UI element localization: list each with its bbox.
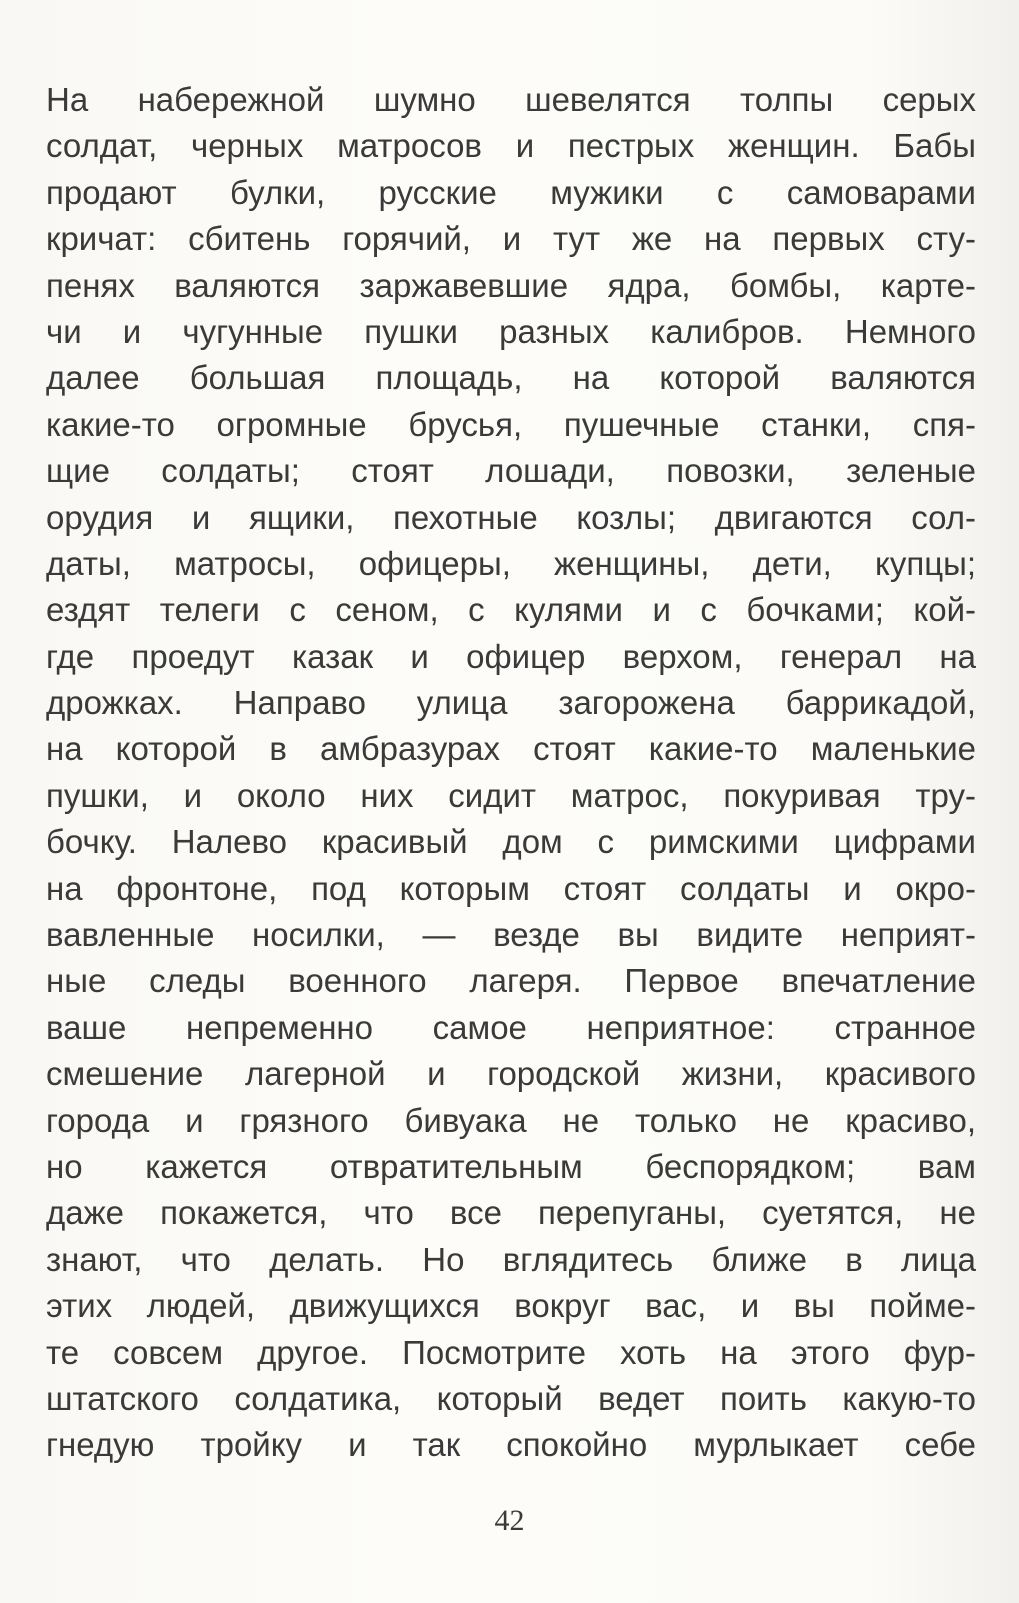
text-line: На набережной шумно шевелятся толпы серых bbox=[46, 81, 976, 118]
text-line: солдат, черных матросов и пестрых женщин. Бабы bbox=[46, 127, 976, 165]
text-line: даже покажется, что все перепуганы, суетятся, не bbox=[46, 1194, 976, 1232]
text-line: щие солдаты; стоят лошади, повозки, зеленые bbox=[46, 452, 976, 490]
text-line: орудия и ящики, пехотные козлы; двигаются сол- bbox=[46, 498, 976, 536]
text-line: на фронтоне, под которым стоят солдаты и окро- bbox=[46, 869, 976, 907]
text-line: дрожках. Направо улица загорожена баррикадой, bbox=[46, 684, 976, 722]
text-line: продают булки, русские мужики с самоварами bbox=[46, 173, 976, 211]
text-line: пушки, и около них сидит матрос, покуривая тру- bbox=[46, 776, 976, 814]
text-line: чи и чугунные пушки разных калибров. Немного bbox=[46, 312, 976, 350]
text-line: города и грязного бивуака не только не красиво, bbox=[46, 1101, 976, 1139]
body-text bbox=[46, 77, 976, 1469]
text-line: знают, что делать. Но вглядитесь ближе в лица bbox=[46, 1240, 976, 1278]
text-line: те совсем другое. Посмотрите хоть на этого фур- bbox=[46, 1333, 976, 1371]
text-line: на которой в амбразурах стоят какие-то маленькие bbox=[46, 730, 976, 768]
page-number: 42 bbox=[494, 1504, 525, 1537]
text-line: штатского солдатика, который ведет поить какую-то bbox=[46, 1379, 976, 1417]
text-line: ные следы военного лагеря. Первое впечатление bbox=[46, 962, 976, 1000]
text-line: пенях валяются заржавевшие ядра, бомбы, карте- bbox=[46, 266, 976, 304]
text-line: гнедую тройку и так спокойно мурлыкает себе bbox=[46, 1426, 976, 1464]
text-line: даты, матросы, офицеры, женщины, дети, купцы; bbox=[46, 544, 976, 582]
text-line: какие-то огромные брусья, пушечные станки, спя- bbox=[46, 405, 976, 443]
text-line: этих людей, движущихся вокруг вас, и вы пойме- bbox=[46, 1287, 976, 1325]
text-line: но кажется отвратительным беспорядком; вам bbox=[46, 1147, 976, 1185]
text-line: кричат: сбитень горячий, и тут же на первых сту- bbox=[46, 220, 976, 258]
text-line: вавленные носилки, — везде вы видите неприят- bbox=[46, 916, 976, 954]
text-line: далее большая площадь, на которой валяются bbox=[46, 359, 976, 397]
text-line: ваше непременно самое неприятное: странное bbox=[46, 1008, 976, 1046]
text-line: ездят телеги с сеном, с кулями и с бочками; кой- bbox=[46, 591, 976, 629]
text-line: смешение лагерной и городской жизни, красивого bbox=[46, 1055, 976, 1093]
text-line: бочку. Налево красивый дом с римскими цифрами bbox=[46, 823, 976, 861]
text-line: где проедут казак и офицер верхом, генерал на bbox=[46, 637, 976, 675]
